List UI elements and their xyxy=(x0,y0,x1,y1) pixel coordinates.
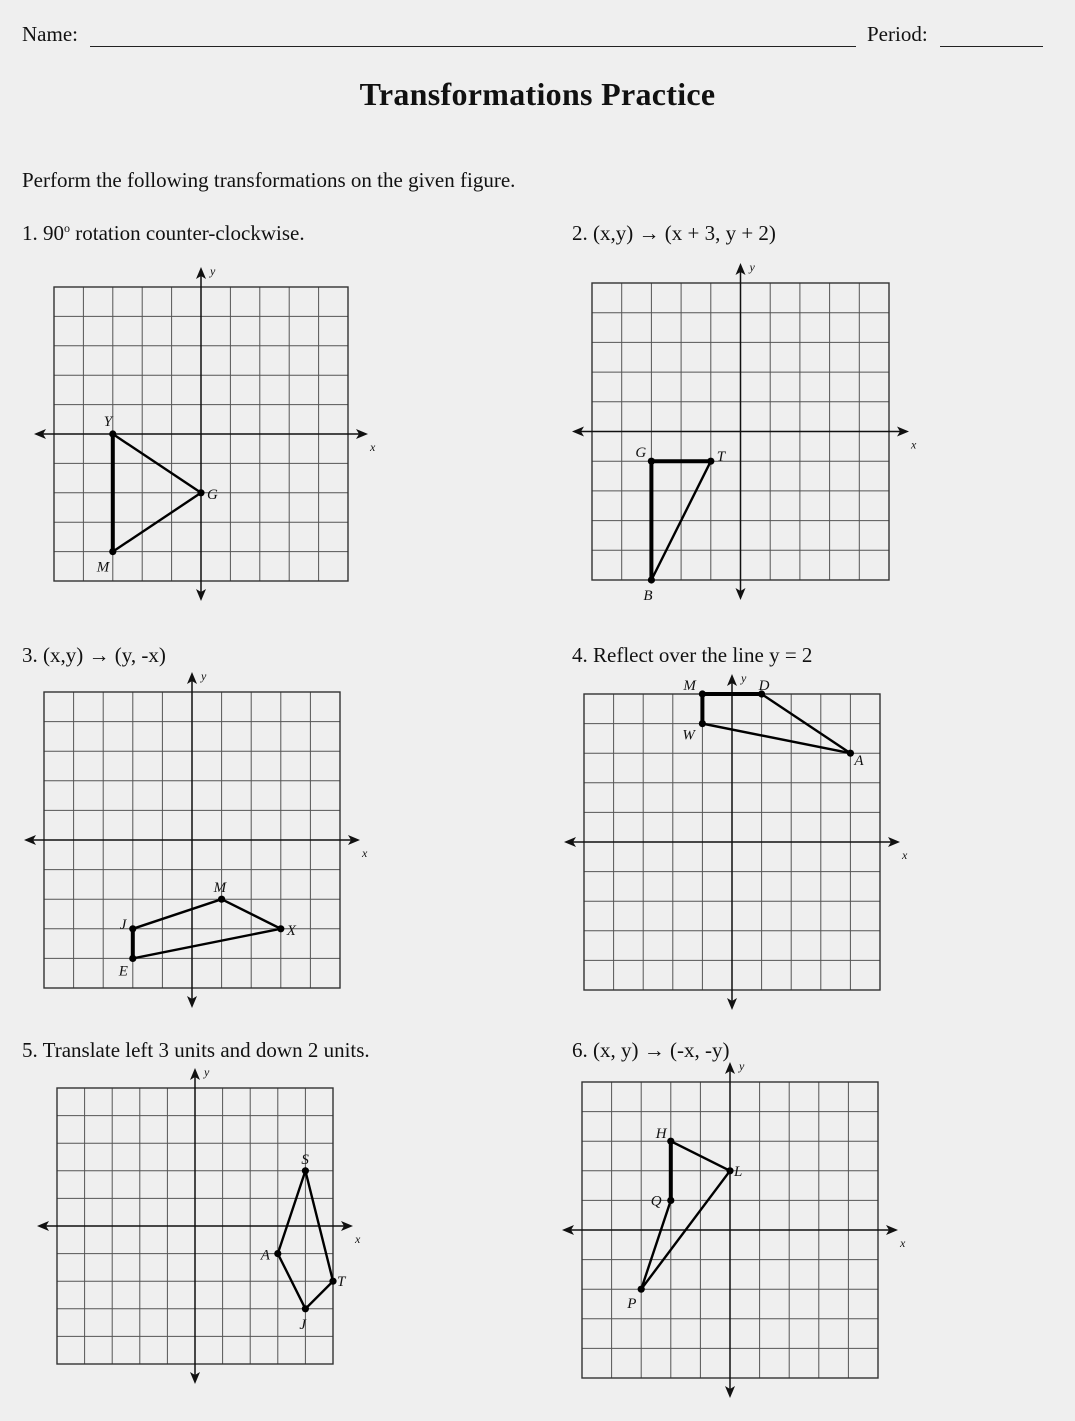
problem-3-y-axis-label: y xyxy=(201,669,207,683)
problem-6-text: (x, y) → (-x, -y) xyxy=(593,1038,730,1062)
vertex-label-A: A xyxy=(260,1247,270,1264)
vertex-label-G: G xyxy=(207,486,218,503)
problem-5-number: 5. xyxy=(22,1038,38,1062)
problem-1-text-rest: rotation counter-clockwise. xyxy=(70,221,305,245)
vertex-Q xyxy=(667,1197,674,1204)
vertex-label-L: L xyxy=(734,1163,743,1180)
vertex-label-J: J xyxy=(119,916,127,933)
vertex-P xyxy=(638,1286,645,1293)
problem-1-degree-value: 90 xyxy=(43,221,64,245)
page-title: Transformations Practice xyxy=(359,76,716,112)
problem-5-text: Translate left 3 units and down 2 units. xyxy=(42,1038,370,1062)
problem-1-number: 1. xyxy=(22,221,38,245)
vertex-label-P: P xyxy=(627,1296,637,1313)
vertex-label-Q: Q xyxy=(650,1193,662,1210)
problem-1-y-axis-label: y xyxy=(210,264,216,278)
problem-2-text: (x,y) → (x + 3, y + 2) xyxy=(593,221,776,245)
vertex-label-M: M xyxy=(683,678,696,694)
vertex-label-B: B xyxy=(643,588,653,604)
degree-symbol: o xyxy=(64,221,70,235)
problem-6-x-axis-label: x xyxy=(900,1236,906,1250)
problem-3-number: 3. xyxy=(22,643,38,667)
vertex-label-A: A xyxy=(854,753,864,770)
problem-3-x-axis-label: x xyxy=(362,846,368,860)
problem-4-text: Reflect over the line y = 2 xyxy=(593,643,813,667)
vertex-label-D: D xyxy=(758,678,770,694)
problem-2-number: 2. xyxy=(572,221,588,245)
vertex-label-W: W xyxy=(682,727,695,744)
vertex-label-S: S xyxy=(301,1151,309,1168)
vertex-label-T: T xyxy=(716,449,726,466)
problem-4-x-axis-label: x xyxy=(902,848,908,862)
vertex-label-H: H xyxy=(655,1126,667,1143)
period-label: Period: xyxy=(867,22,928,46)
problem-4-y-axis-label: y xyxy=(741,671,747,685)
problem-6-figure xyxy=(641,1141,730,1289)
vertex-label-M: M xyxy=(213,880,227,897)
problem-3-text: (x,y) → (y, -x) xyxy=(43,643,166,667)
problem-2-x-axis-label: x xyxy=(911,437,917,452)
problem-6-number: 6. xyxy=(572,1038,588,1062)
vertex-L xyxy=(726,1167,733,1174)
vertex-label-M: M xyxy=(96,559,110,576)
vertex-label-X: X xyxy=(286,922,296,939)
problem-1-x-axis-label: x xyxy=(370,440,376,454)
instructions: Perform the following transformations on the given figure. xyxy=(22,168,516,192)
problem-4-number: 4. xyxy=(572,643,588,667)
problem-5-x-axis-label: x xyxy=(355,1232,361,1246)
problem-5-y-axis-label: y xyxy=(204,1065,210,1079)
vertex-label-Y: Y xyxy=(103,414,113,430)
vertex-H xyxy=(667,1138,674,1145)
problem-2-y-axis-label: y xyxy=(749,260,755,274)
vertex-label-G: G xyxy=(635,445,647,462)
problem-6-y-axis-label: y xyxy=(739,1059,745,1073)
name-label: Name: xyxy=(22,22,78,46)
vertex-label-T: T xyxy=(337,1274,346,1291)
vertex-label-E: E xyxy=(118,963,128,980)
vertex-label-J: J xyxy=(299,1316,307,1333)
